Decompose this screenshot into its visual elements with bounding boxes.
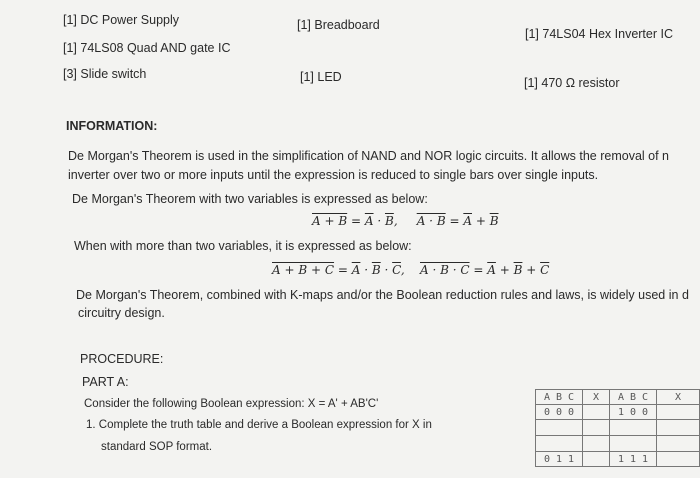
cell-input: 0 1 1 (536, 452, 583, 467)
cell-output[interactable] (583, 405, 610, 420)
cell-input (536, 420, 583, 436)
cell-input (610, 420, 657, 436)
cell-output[interactable] (657, 420, 700, 436)
header-abc-right: A B C (610, 390, 657, 405)
table-row (536, 405, 700, 420)
material-slide-switch: [3] Slide switch (63, 67, 147, 81)
cell-output[interactable] (583, 420, 610, 436)
two-variable-intro: De Morgan's Theorem with two variables is expressed as below: (72, 192, 428, 206)
procedure-heading: PROCEDURE: (80, 352, 164, 366)
cell-output[interactable] (657, 452, 700, 467)
material-led: [1] LED (300, 70, 342, 84)
material-resistor: [1] 470 Ω resistor (524, 76, 620, 90)
information-paragraph-line1: De Morgan's Theorem is used in the simplification of NAND and NOR logic circuits. It allows the removal of n (68, 149, 670, 163)
header-x-right: X (657, 390, 700, 405)
cell-output[interactable] (583, 452, 610, 467)
header-abc-left: A B C (536, 390, 583, 405)
material-and-gate-ic: [1] 74LS08 Quad AND gate IC (63, 41, 231, 55)
header-x-left: X (583, 390, 610, 405)
cell-input: 0 0 0 (536, 405, 583, 420)
two-variable-equations: $A + B = \overline{A} \cdot \overline{B}$, $A \cdot B = \overline{A} + \overline{B}$ (312, 214, 499, 228)
information-closing-line2: circuitry design. (78, 306, 165, 320)
cell-input (536, 436, 583, 452)
more-variable-intro: When with more than two variables, it is expressed as below: (74, 239, 412, 253)
cell-output[interactable] (583, 436, 610, 452)
table-row (536, 420, 700, 436)
information-closing-line1: De Morgan's Theorem, combined with K-maps and/or the Boolean reduction rules and laws, is widely used in d (76, 288, 689, 302)
step1-line2: standard SOP format. (101, 441, 213, 453)
truth-table-header (536, 390, 700, 405)
table-row (536, 436, 700, 452)
cell-input: 1 1 1 (610, 452, 657, 467)
material-dc-power-supply: [1] DC Power Supply (63, 13, 180, 27)
consider-expression: Consider the following Boolean expression: X = A' + AB'C' (84, 398, 379, 410)
truth-table (535, 389, 700, 467)
cell-output[interactable] (657, 405, 700, 420)
part-a-label: PART A: (82, 375, 129, 389)
cell-input (610, 436, 657, 452)
material-inverter-ic: [1] 74LS04 Hex Inverter IC (525, 27, 673, 41)
information-heading: INFORMATION: (66, 119, 158, 133)
material-breadboard: [1] Breadboard (297, 18, 380, 32)
cell-output[interactable] (657, 436, 700, 452)
three-variable-equations: $A + B + C = \overline{A} \cdot \overline{B} \cdot \overline{C}$, $A \cdot B \cdot C = \overline{A} + \overline{B} + \overline{C}$ (272, 263, 550, 277)
cell-input: 1 0 0 (610, 405, 657, 420)
information-paragraph-line2: inverter over two or more inputs until the expression is reduced to single bars over single inputs. (68, 168, 599, 182)
step1-line1: 1. Complete the truth table and derive a Boolean expression for X in (86, 419, 432, 431)
table-row (536, 452, 700, 467)
